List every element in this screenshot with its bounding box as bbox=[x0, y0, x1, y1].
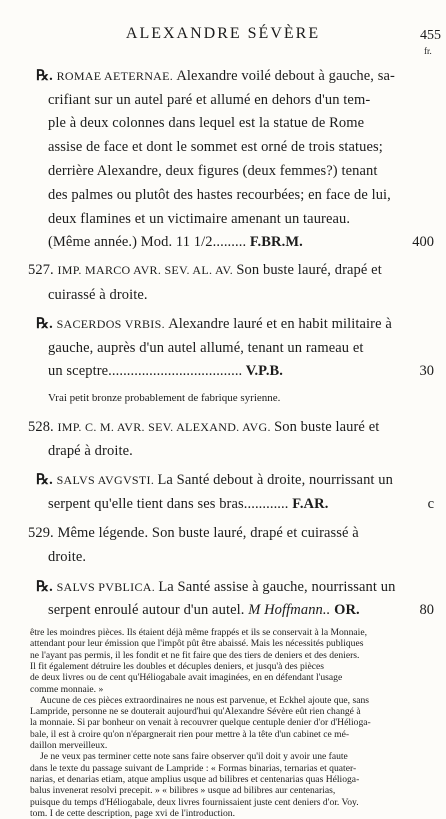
footnote-line: Lampride, personne ne se douterait aujourd'hui qu'Alexandre Sévère eût rien changé à bbox=[30, 706, 361, 718]
entry-text: Même légende. Son buste lauré, drapé et cuirassé à bbox=[57, 525, 359, 541]
entry-text: drapé à droite. bbox=[48, 443, 133, 459]
entry-text: derrière Alexandre, deux figures (deux femmes?) tenant bbox=[48, 163, 378, 179]
entry-text: des palmes ou plutôt des hastes recourbées; en face de lui, bbox=[48, 187, 391, 203]
page-number: 455 bbox=[420, 28, 441, 43]
entry-line bbox=[28, 525, 359, 542]
entry-text: cuirassé à droite. bbox=[48, 287, 148, 303]
entry-line bbox=[48, 602, 360, 619]
reverse-symbol: ℞. bbox=[36, 316, 57, 332]
price-value: 80 bbox=[419, 602, 434, 618]
entry-text: Son buste lauré et bbox=[274, 419, 380, 435]
entry-line bbox=[48, 549, 86, 566]
entry-line bbox=[48, 340, 364, 357]
reverse-symbol: ℞. bbox=[36, 472, 57, 488]
metal-mark: F.AR. bbox=[288, 496, 329, 512]
entry-line bbox=[28, 262, 382, 279]
entry-line bbox=[36, 579, 395, 596]
entry-line bbox=[48, 496, 328, 513]
entry-line bbox=[48, 187, 391, 204]
entry-line bbox=[48, 163, 378, 180]
price-value: 400 bbox=[412, 234, 434, 250]
entry-text: La Santé assise à gauche, nourrissant un bbox=[158, 579, 396, 595]
entry-line bbox=[36, 316, 392, 333]
collection-name: M Hoffmann.. bbox=[244, 602, 335, 618]
footnote-line: balus invenerat resolvi precepit. » « bilibres » usque ad bilibres aur centenarias, bbox=[30, 785, 336, 797]
entry-number: 527. bbox=[28, 262, 58, 278]
entry-text: un sceptre.................................... bbox=[48, 363, 243, 379]
footnote-line: bale, il est à croire qu'on n'épargnerait rien pour mettre à la tête d'un cabinet ce mé- bbox=[30, 728, 350, 740]
footnote-line: comme monnaie. » bbox=[30, 683, 104, 695]
entry-text: crifiant sur un autel paré et allumé en dehors d'un tem- bbox=[48, 92, 371, 108]
legend-inscription: SACERDOS VRBIS. bbox=[56, 317, 169, 331]
footnote-line: Aucune de ces pièces extraordinaires ne nous est parvenue, et Eckhel ajoute que, sans bbox=[40, 694, 369, 706]
entry-line bbox=[36, 472, 393, 489]
entry-line bbox=[48, 234, 303, 251]
entry-line bbox=[48, 92, 370, 109]
metal-mark: OR. bbox=[334, 602, 360, 618]
entry-line bbox=[48, 287, 148, 304]
entry-line bbox=[48, 363, 283, 380]
entry-text: La Santé debout à droite, nourrissant un bbox=[157, 472, 393, 488]
entry-line bbox=[28, 419, 379, 436]
entry-text: serpent enroulé autour d'un autel. bbox=[48, 602, 245, 618]
footnote-line: Je ne veux pas terminer cette note sans faire observer qu'il doit y avoir une faute bbox=[40, 751, 348, 763]
footnote-line: tom. I de cette description, page xvi de l'introduction. bbox=[30, 807, 236, 819]
metal-mark: V.P.B. bbox=[242, 363, 284, 379]
footnote-line: ne l'ayant pas permis, il les fondit et ne fit faire que des tiers de deniers et des deniers. bbox=[30, 649, 360, 661]
entry-text: assise de face et dont le sommet est orné de trois statues; bbox=[48, 139, 383, 155]
entry-note: Vrai petit bronze probablement de fabrique syrienne. bbox=[48, 392, 281, 404]
footnote-line: dans le texte du passage suivant de Lampride : « Formas binarias, ternarias et quater- bbox=[30, 762, 357, 774]
reverse-symbol: ℞. bbox=[36, 68, 57, 84]
metal-mark: F.BR.M. bbox=[246, 234, 303, 250]
entry-number: 529. bbox=[28, 525, 58, 541]
legend-inscription: ROMAE AETERNAE. bbox=[56, 69, 177, 83]
entry-line bbox=[48, 211, 350, 228]
entry-text: serpent qu'elle tient dans ses bras............ bbox=[48, 496, 289, 512]
entry-text: deux flamines et un victimaire amenant un taureau. bbox=[48, 211, 351, 227]
price-value: c bbox=[427, 496, 434, 512]
entry-text: ple à deux colonnes dans lequel est la statue de Rome bbox=[48, 115, 365, 131]
entry-line bbox=[48, 139, 383, 156]
footnote-line: Il fit également détruire les doubles et décuples deniers, et jusqu'à des pièces bbox=[30, 660, 324, 672]
entry-line bbox=[48, 443, 133, 460]
entry-line bbox=[48, 115, 364, 132]
price-value: 30 bbox=[419, 363, 434, 379]
entry-line bbox=[36, 68, 395, 85]
page-title: ALEXANDRE SÉVÈRE bbox=[125, 25, 321, 42]
footnote-line: attendant pour leur émission que l'impôt pût être abaissé. Mais les nécessités publiques bbox=[30, 638, 364, 650]
footnote-line: de deux livres ou de cent qu'Héliogabale avait imaginées, en en défendant l'usage bbox=[30, 672, 343, 684]
footnote-line: narias, et denarias etiam, atque amplius usque ad bilibres et centenarias quas Hélioga- bbox=[30, 773, 360, 785]
entry-text: Alexandre lauré et en habit militaire à bbox=[168, 316, 392, 332]
legend-inscription: IMP. MARCO AVR. SEV. AL. AV. bbox=[57, 263, 237, 277]
entry-number: 528. bbox=[28, 419, 58, 435]
reverse-symbol: ℞. bbox=[36, 579, 57, 595]
footnote-line: daillon merveilleux. bbox=[30, 740, 108, 751]
legend-inscription: SALVS AVGVSTI. bbox=[56, 473, 158, 487]
legend-inscription: SALVS PVBLICA. bbox=[56, 580, 159, 594]
entry-text: Son buste lauré, drapé et bbox=[236, 262, 382, 278]
currency-unit-label: fr. bbox=[424, 46, 432, 56]
legend-inscription: IMP. C. M. AVR. SEV. ALEXAND. AVG. bbox=[57, 420, 275, 434]
entry-text: droite. bbox=[48, 549, 87, 565]
footnote-line: la monnaie. Si par bonheur on venait à recouvrer quelque centuple denier d'or d'Hélioga- bbox=[30, 717, 371, 729]
entry-text: gauche, auprès d'un autel allumé, tenant un rameau et bbox=[48, 340, 364, 356]
entry-text: (Même année.) Mod. 11 1/2......... bbox=[48, 234, 247, 250]
footnote-line: être les moindres pièces. Ils étaient déjà même frappés et ils se conservait à la Monnaie, bbox=[30, 627, 367, 638]
footnote-line: puisque du temps d'Héliogabale, deux livres fournissaient juste cent deniers d'or. Voy. bbox=[30, 796, 359, 808]
entry-text: Alexandre voilé debout à gauche, sa- bbox=[176, 68, 395, 84]
